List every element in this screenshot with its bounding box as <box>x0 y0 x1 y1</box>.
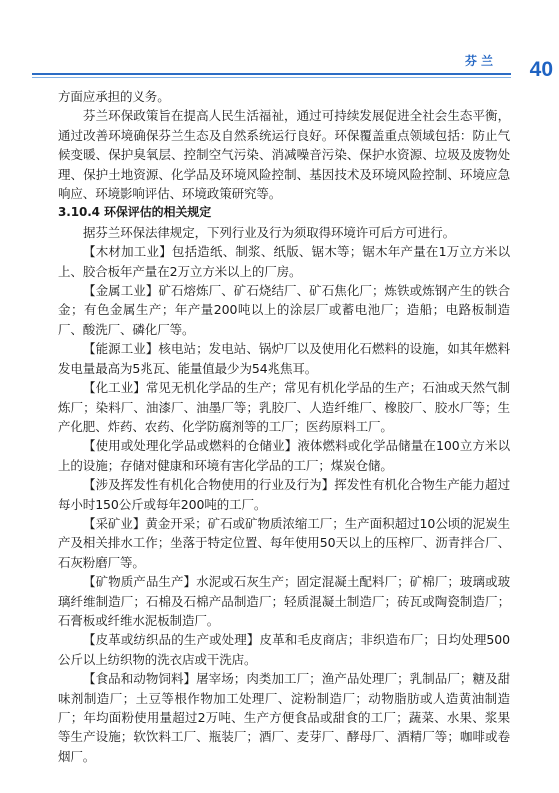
list-item-energy-industry: 【能源工业】核电站；发电站、锅炉厂以及使用化石燃料的设施，如其年燃料发电量最高为5兆瓦、能量值最少为54兆焦耳。 <box>58 341 510 376</box>
list-item-mining: 【采矿业】黄金开采；矿石或矿物质浓缩工厂；生产面积超过10公顷的泥炭生产及相关排水工作；坐落于特定位置、每年使用50天以上的压榨厂、沥青拌合厂、石灰粉磨厂等。 <box>58 515 510 570</box>
list-item-chemical-storage: 【使用或处理化学品或燃料的仓储业】液体燃料或化学品储量在100立方米以上的设施；存储对健康和环境有害化学品的工厂；煤炭仓储。 <box>58 438 510 473</box>
list-item-food-feed: 【食品和动物饲料】屠宰场；肉类加工厂；渔产品处理厂；乳制品厂；糖及甜味剂制造厂；土豆等根作物加工处理厂、淀粉制造厂；动物脂肪或人造黄油制造厂；年均面粉使用量超过2万吨、生产方便食品或甜食的工厂；蔬菜、水果、浆果等生产设施；软饮料工厂、瓶装厂；酒厂、麦芽厂、酵母厂、酒精厂等；咖啡或卷烟厂。 <box>58 671 510 764</box>
list-item-leather-textile: 【皮革或纺织品的生产或处理】皮革和毛皮商店；非织造布厂；日均处理500公斤以上纺织物的洗衣店或干洗店。 <box>58 632 510 667</box>
header-rule-thin <box>32 77 511 78</box>
page-number: 40 <box>529 58 553 81</box>
page-body <box>58 87 510 766</box>
section-intro: 据芬兰环保法律规定，下列行业及行为须取得环境许可后方可进行。 <box>83 224 456 240</box>
list-item-chemical-industry: 【化工业】常见无机化学品的生产；常见有机化学品的生产；石油或天然气制炼厂；染料厂、油漆厂、油墨厂等；乳胶厂、人造纤维厂、橡胶厂、胶水厂等；生产化肥、炸药、农药、化学防腐剂等的工厂；医药原料工厂。 <box>58 380 510 434</box>
running-header-country: 芬兰 <box>464 54 497 68</box>
list-item-voc-industry: 【涉及挥发性有机化合物使用的行业及行为】挥发性有机化合物生产能力超过每小时150公斤或每年200吨的工厂。 <box>58 477 510 512</box>
list-item-mineral-products: 【矿物质产品生产】水泥或石灰生产；固定混凝土配料厂；矿棉厂；玻璃或玻璃纤维制造厂；石棉及石棉产品制造厂；轻质混凝土制造厂；砖瓦或陶瓷制造厂；石膏板或纤维水泥板制造厂。 <box>58 574 510 628</box>
page-header <box>0 0 559 92</box>
list-item-metal-industry: 【金属工业】矿石熔炼厂、矿石烧结厂、矿石焦化厂；炼铁或炼钢产生的铁合金；有色金属生产；年产量200吨以上的涂层厂或蓄电池厂；造船；电路板制造厂、酸洗厂、磷化厂等。 <box>58 283 510 337</box>
list-item-wood-processing: 【木材加工业】包括造纸、制浆、纸版、锯木等；锯木年产量在1万立方米以上、胶合板年产量在2万立方米以上的厂房。 <box>58 244 510 279</box>
paragraph-continued: 方面应承担的义务。 <box>58 89 170 104</box>
paragraph-env-policy: 芬兰环保政策旨在提高人民生活福祉，通过可持续发展促进全社会生态平衡，通过改善环境确保芬兰生态及自然系统运行良好。环保覆盖重点领域包括：防止气候变暖、保护臭氧层、控制空气污染、消减噪音污染、保护水资源、垃圾及废物处理、保护土地资源、化学品及环境风险控制、基因技术及环境风险控制、环境应急响应、环境影响评估、环境政策研究等。 <box>58 108 510 202</box>
header-rule <box>32 73 511 75</box>
section-heading: 3.10.4 环保评估的相关规定 <box>58 205 212 220</box>
